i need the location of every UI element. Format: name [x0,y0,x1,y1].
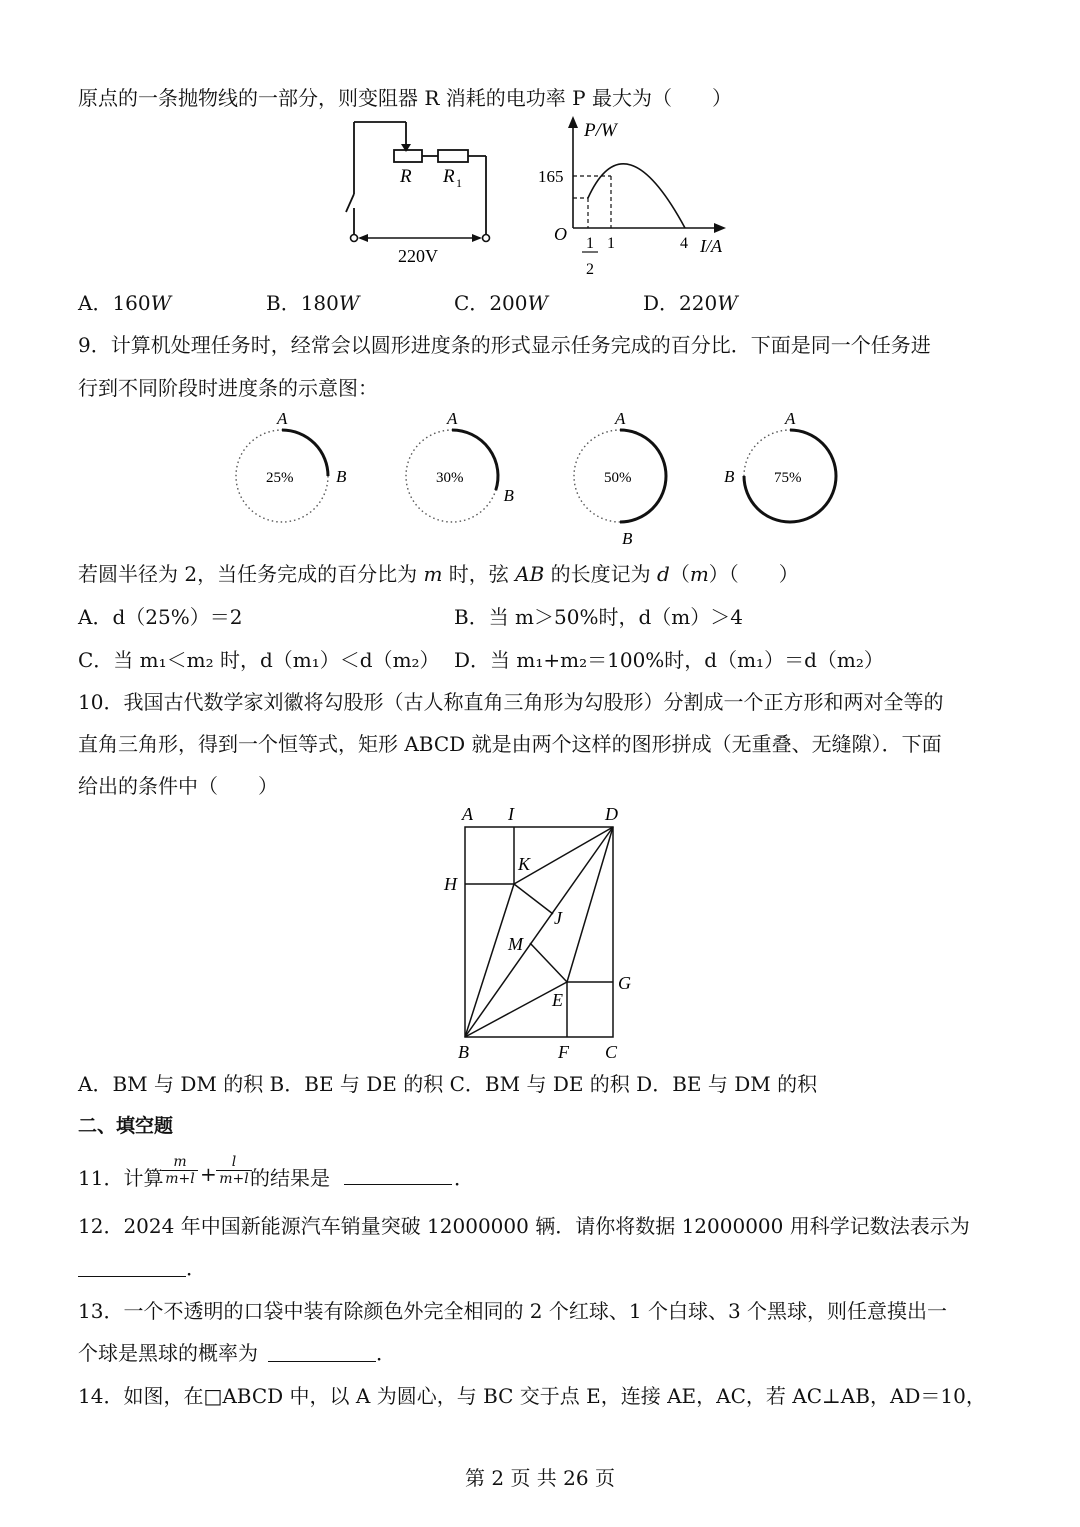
point-b-label: B [724,467,735,486]
progress-circle-2 [406,409,515,522]
q10-text-line-1: 10．我国古代数学家刘徽将勾股形（古人称直角三角形为勾股形）分割成一个正方形和两对全等的 [78,690,944,714]
x-axis-label: I/A [700,236,722,256]
q13-text-line-1: 13．一个不透明的口袋中装有除颜色外完全相同的 2 个红球、1 个白球、3 个黑球，则任意摸出一 [78,1299,948,1323]
label-i: I [508,804,514,824]
label-j: J [554,908,562,928]
point-a-label: A [277,409,288,428]
progress-percent-label: 75% [774,470,802,486]
label-m: M [508,934,523,954]
q11-fraction-2: l m+l [216,1154,252,1187]
progress-percent-label: 50% [604,470,632,486]
label-d: D [605,804,618,824]
q10-text-line-3: 给出的条件中（ ） [78,774,278,798]
q9-option-c: C．当 m₁＜m₂ 时，d（m₁）＜d（m₂） [78,648,440,672]
q8-option-a: A．160W [78,291,172,315]
x-tick-4: 4 [680,235,688,252]
q9-text-line-3: 若圆半径为 2，当任务完成的百分比为 m 时，弦 AB 的长度记为 d（m）（ ） [78,562,799,586]
origin-label: O [554,224,567,244]
q11-prefix: 11．计算 [78,1166,164,1190]
label-c: C [605,1042,618,1062]
q13-text-line-2: 个球是黑球的概率为 ． [78,1341,396,1365]
point-b-label: B [503,486,514,506]
q9-option-b: B．当 m＞50%时，d（m）＞4 [454,605,743,629]
label-b: B [458,1042,469,1062]
point-b-label: B [336,467,347,486]
label-e: E [552,990,563,1010]
point-a-label: A [785,409,796,428]
q11-fraction-1: m m+l [162,1154,198,1187]
section-heading: 二、填空题 [78,1115,174,1137]
point-b-label: B [622,529,633,548]
q14-text-line-1: 14．如图，在□ABCD 中，以 A 为圆心，与 BC 交于点 E，连接 AE，AC，若 AC⊥AB，AD＝10， [78,1384,986,1408]
y-tick-165: 165 [538,167,564,186]
label-f: F [558,1042,569,1062]
label-h: H [444,874,457,894]
q12-text-line-2: ． [78,1254,206,1282]
point-a-label: A [447,409,458,428]
q10-options: A．BM 与 DM 的积 B．BE 与 DE 的积 C．BM 与 DE 的积 D．BE 与 DM 的积 [78,1072,818,1096]
q9-text-line-1: 9．计算机处理任务时，经常会以圆形进度条的形式显示任务完成的百分比．下面是同一个任务进 [78,333,931,357]
rectangle-abcd-figure [440,802,640,1064]
progress-percent-label: 25% [266,470,294,486]
q9-option-d: D．当 m₁+m₂＝100%时，d（m₁）＝d（m₂） [454,648,884,672]
q8-option-d: D．220W [643,291,738,315]
y-axis-label: P/W [584,120,617,141]
terminal-right [483,235,490,242]
resistor-r-label: R [400,166,412,187]
page-footer: 第 2 页 共 26 页 [465,1466,615,1490]
q9-option-a: A．d（25%）＝2 [78,605,243,629]
point-a-label: A [615,409,626,428]
power-graph [530,112,740,287]
x-tick-1: 1 [607,235,615,252]
progress-circle-1 [236,409,347,522]
circuit-diagram [340,116,500,286]
resistor-r1-subscript: 1 [456,176,462,190]
progress-circle-3 [574,409,666,548]
progress-percent-label: 30% [436,470,464,486]
progress-circle-4 [724,409,836,522]
x-tick-half-denominator: 2 [586,261,594,278]
x-tick-half-numerator: 1 [586,235,594,252]
label-a: A [462,804,473,824]
q8-option-b: B．180W [266,291,360,315]
q13-answer-blank [268,1341,376,1362]
q12-answer-blank [78,1256,186,1277]
q11-answer-blank [344,1164,452,1185]
q12-text-line-1: 12．2024 年中国新能源汽车销量突破 12000000 辆．请你将数据 12000000 用科学记数法表示为 [78,1214,970,1238]
voltage-label: 220V [398,246,438,266]
q10-text-line-2: 直角三角形，得到一个恒等式，矩形 ABCD 就是由两个这样的图形拼成（无重叠、无缝隙）．下面 [78,732,942,756]
q9-text-line-2: 行到不同阶段时进度条的示意图： [78,376,378,400]
q8-option-c: C．200W [454,291,549,315]
label-g: G [618,973,631,993]
terminal-left [351,235,358,242]
q8-text-line: 原点的一条抛物线的一部分，则变阻器 R 消耗的电功率 P 最大为（ ） [78,86,732,110]
label-k: K [518,854,531,874]
resistor-r1-label: R [443,166,455,187]
progress-circles [220,402,860,552]
